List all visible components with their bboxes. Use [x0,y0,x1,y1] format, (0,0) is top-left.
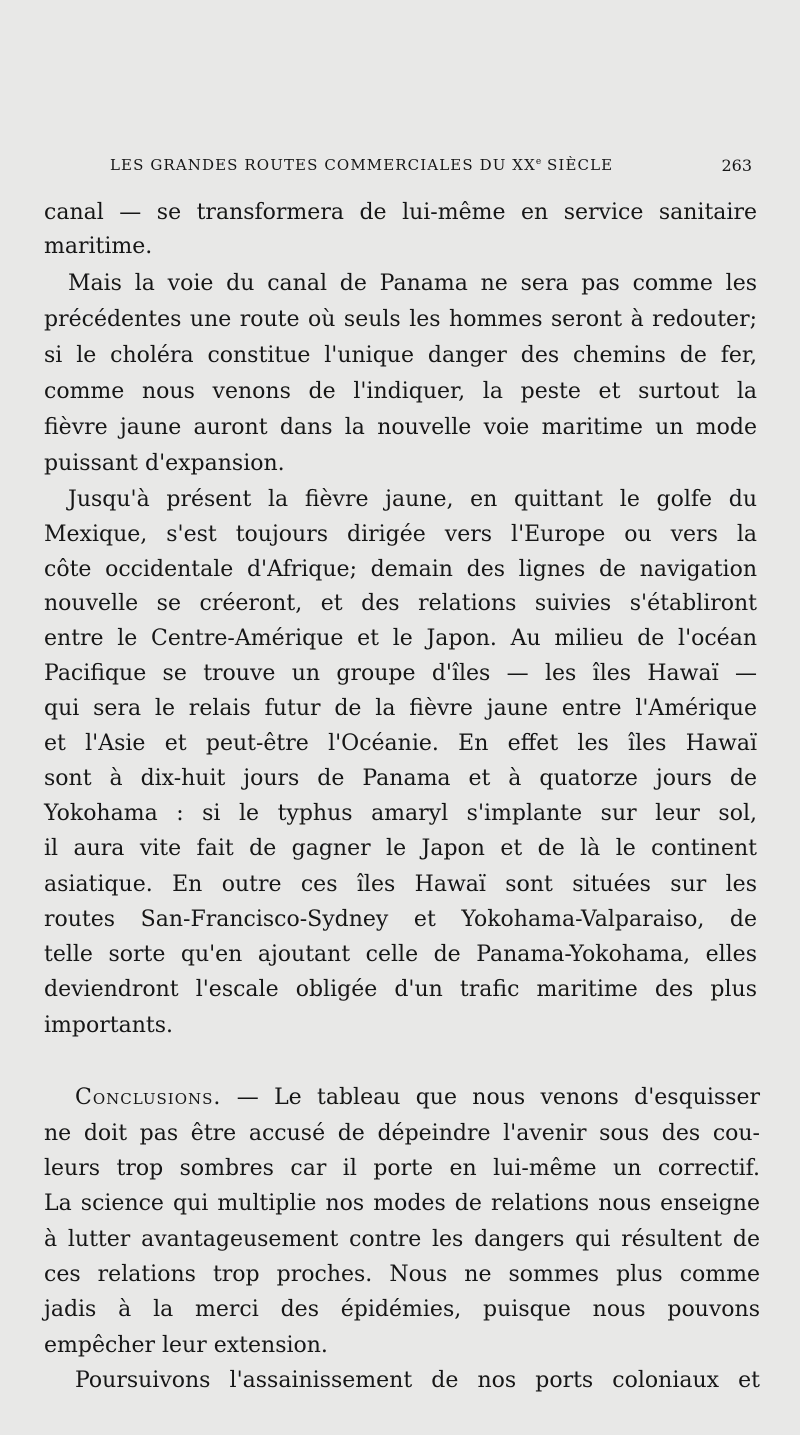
text-line: puissant d'expansion. [44,451,285,476]
text-line: si le choléra constitue l'unique danger des chemins de fer, [44,343,757,368]
text-line: Mais la voie du canal de Panama ne sera pas comme les [68,271,757,296]
text-line: Poursuivons l'assainissement de nos ports coloniaux et [75,1368,760,1393]
text-line: fièvre jaune auront dans la nouvelle voie maritime un mode [44,415,757,440]
text-line: nouvelle se créeront, et des relations suivies s'établiront [44,591,757,616]
text-line: empêcher leur extension. [44,1333,328,1358]
text-line: canal — se transformera de lui-même en service sanitaire [44,200,757,225]
running-head [110,156,752,180]
text-line: La science qui multiplie nos modes de relations nous enseigne [44,1191,760,1216]
text-line: Mexique, s'est toujours dirigée vers l'Europe ou vers la [44,522,757,547]
text-line: sont à dix-huit jours de Panama et à quatorze jours de [44,766,757,791]
text-line: importants. [44,1013,173,1038]
text-line: et l'Asie et peut-être l'Océanie. En effet les îles Hawaï [44,731,757,756]
text-line: Pacifique se trouve un groupe d'îles — les îles Hawaï — [44,661,757,686]
text-line: deviendront l'escale obligée d'un trafic maritime des plus [44,977,757,1002]
text-line: Yokohama : si le typhus amaryl s'implante sur leur sol, [44,801,757,826]
text-line: précédentes une route où seuls les hommes seront à redouter; [44,307,757,332]
page-number: 263 [721,156,752,175]
text-line: routes San-Francisco-Sydney et Yokohama-Valparaiso, de [44,907,757,932]
running-title [110,156,613,174]
text-line: asiatique. En outre ces îles Hawaï sont situées sur les [44,872,757,897]
text-line: qui sera le relais futur de la fièvre jaune entre l'Amérique [44,696,757,721]
text-line: Jusqu'à présent la fièvre jaune, en quittant le golfe du [68,487,757,512]
running-title-end: SIÈCLE [541,156,614,174]
text-line: comme nous venons de l'indiquer, la peste et surtout la [44,379,757,404]
text-line: maritime. [44,234,153,259]
text-line: ne doit pas être accusé de dépeindre l'avenir sous des cou- [44,1121,760,1146]
text-line: ces relations trop proches. Nous ne sommes plus comme [44,1262,760,1287]
section-heading: Conclusions. [75,1085,222,1110]
conclusions-first-line [75,1084,760,1112]
text-line: il aura vite fait de gagner le Japon et de là le continent [44,836,757,861]
running-title-text: LES GRANDES ROUTES COMMERCIALES DU XX [110,156,536,174]
century-superscript: e [535,157,542,167]
text-line: à lutter avantageusement contre les dangers qui résultent de [44,1227,760,1252]
conclusions-first-line-text: — Le tableau que nous venons d'esquisser [221,1085,760,1110]
text-line: côte occidentale d'Afrique; demain des lignes de navigation [44,557,757,582]
text-line: telle sorte qu'en ajoutant celle de Panama-Yokohama, elles [44,942,757,967]
text-line: jadis à la merci des épidémies, puisque nous pouvons [44,1297,760,1322]
text-line: leurs trop sombres car il porte en lui-même un correctif. [44,1156,760,1181]
text-line: entre le Centre-Amérique et le Japon. Au milieu de l'océan [44,626,757,651]
